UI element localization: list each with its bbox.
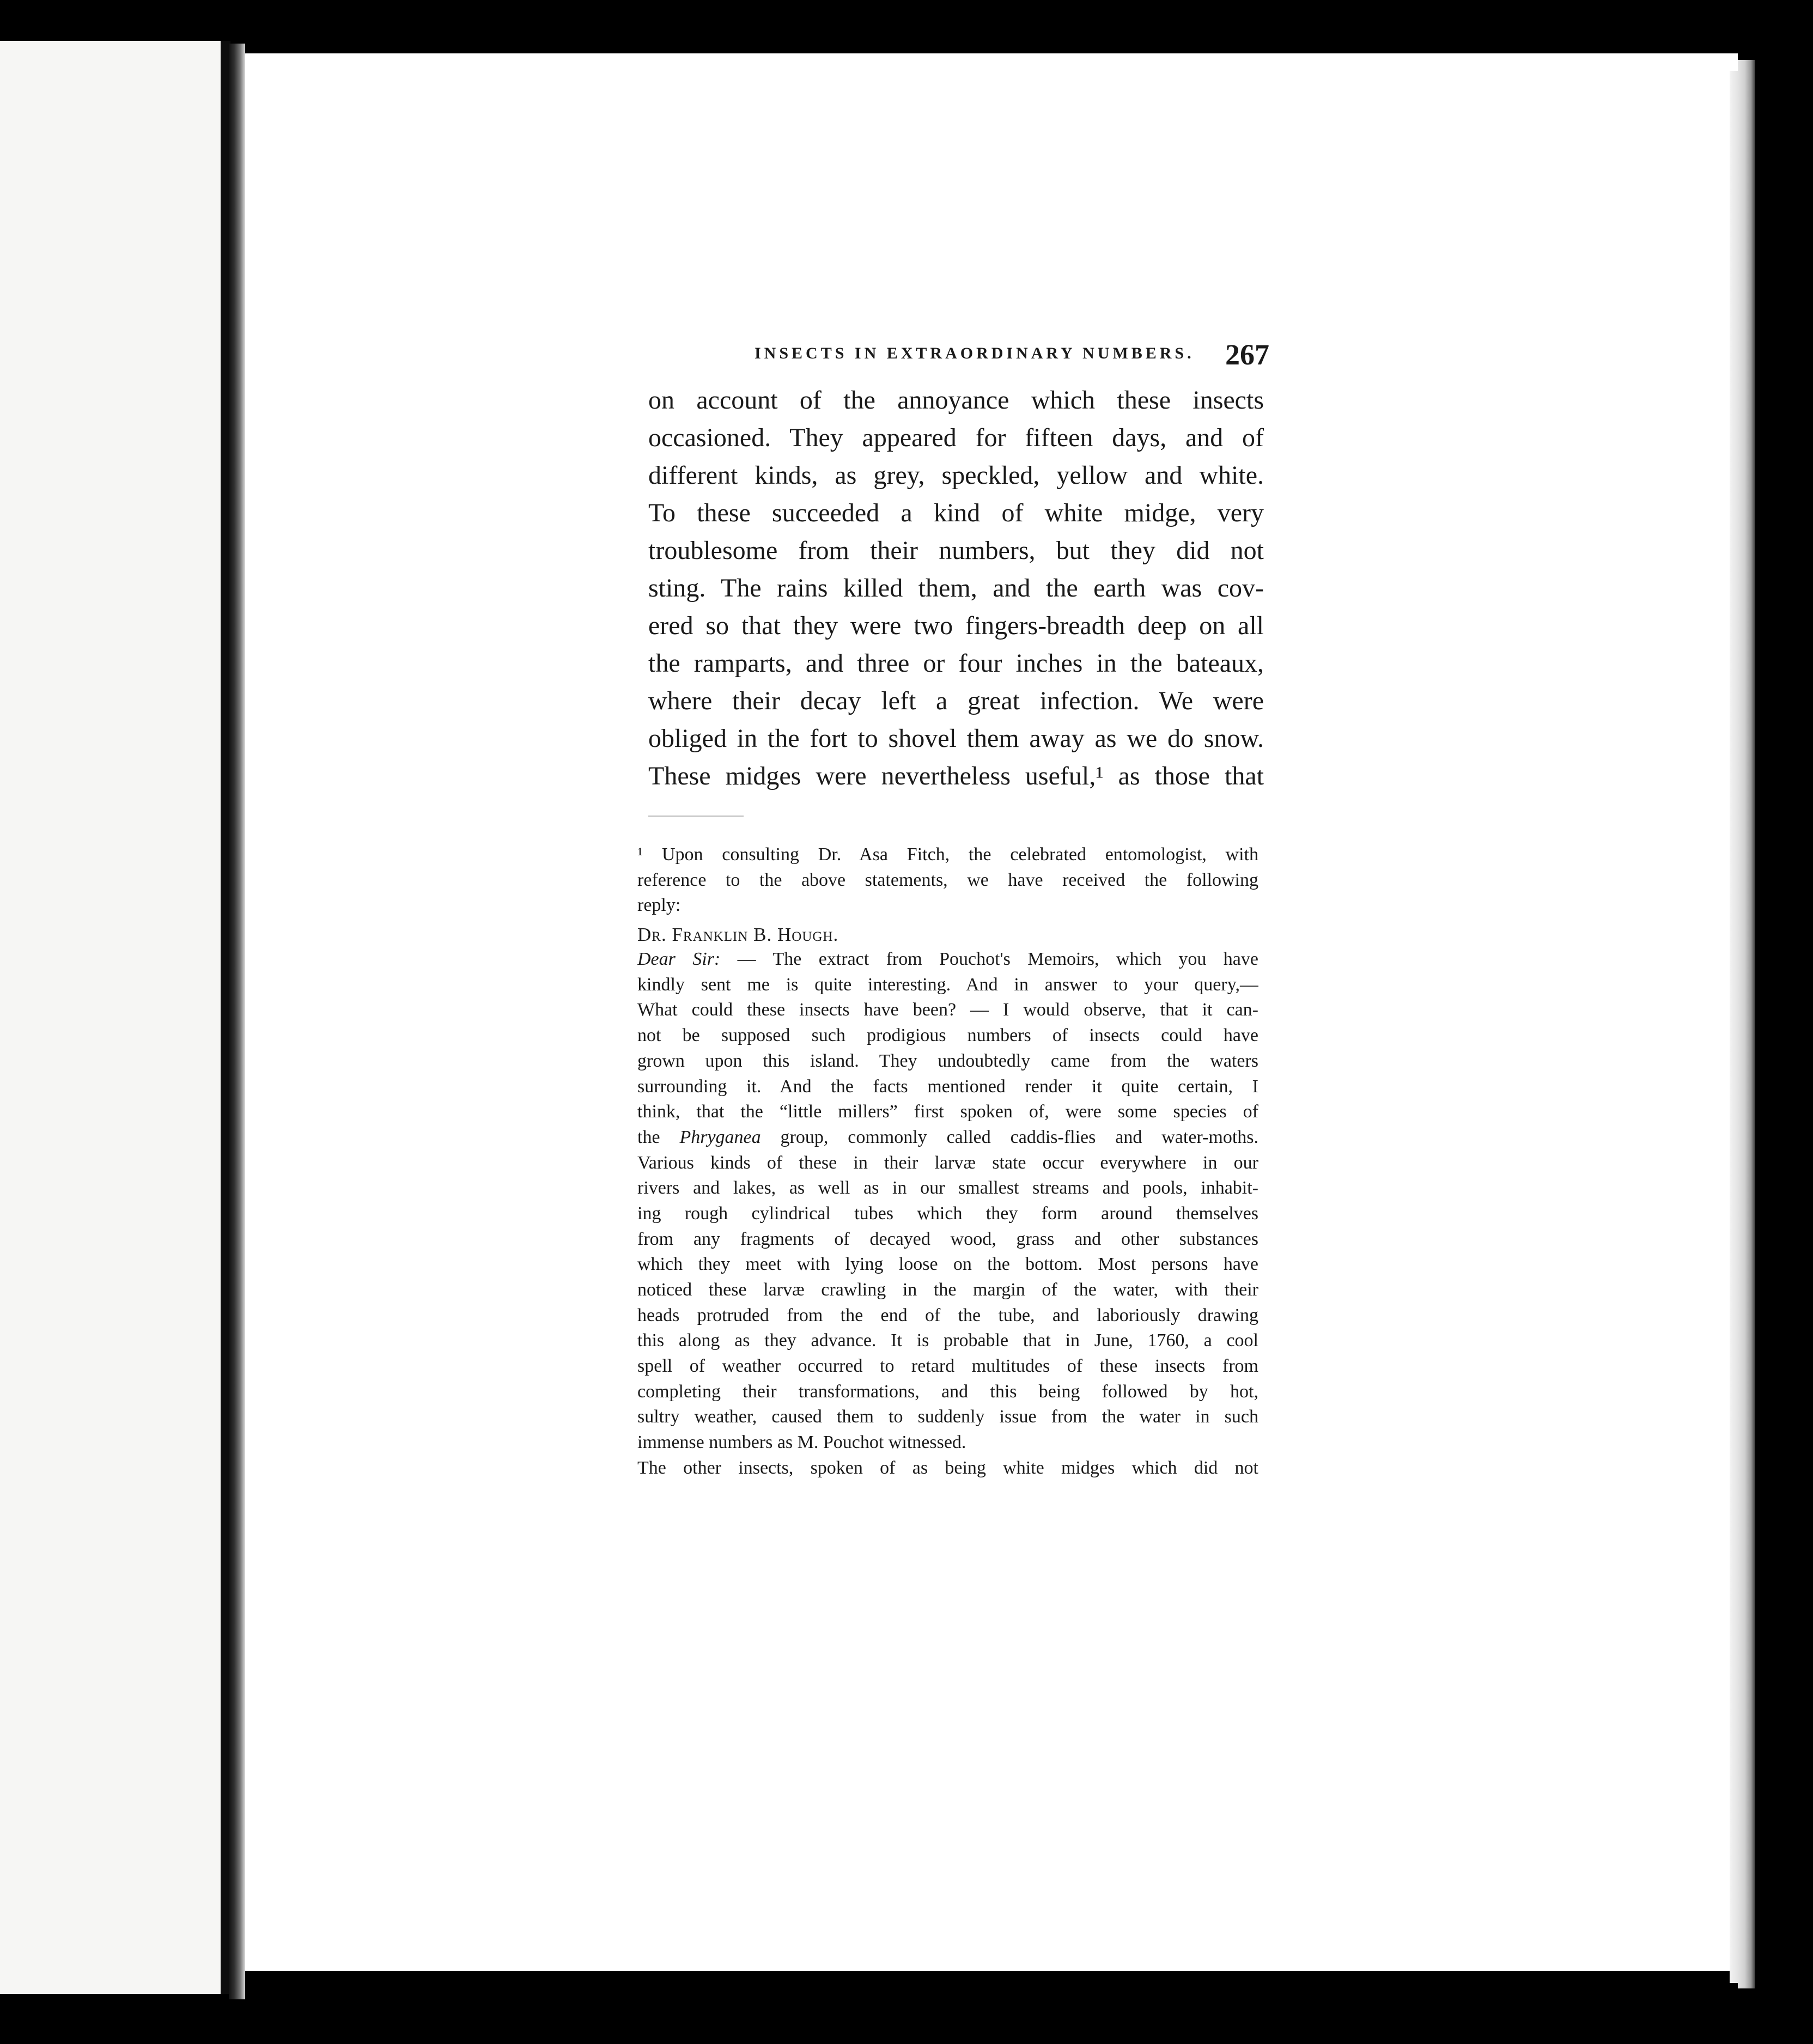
body-line: sting. The rains killed them, and the earth was cov- <box>648 574 1264 603</box>
letter-line-text: — The extract from Pouchot's Memoirs, which you have <box>720 949 1258 970</box>
letter-line: Various kinds of these in their larvæ state occur everywhere in our <box>637 1152 1258 1173</box>
letter-line: ing rough cylindrical tubes which they form around themselves <box>637 1203 1258 1224</box>
body-line: on account of the annoyance which these insects <box>648 386 1264 415</box>
footnote-line: reply: <box>637 895 681 916</box>
letter-line: kindly sent me is quite interesting. And in answer to your query,— <box>637 974 1258 995</box>
body-line: different kinds, as grey, speckled, yellow and white. <box>648 461 1264 490</box>
binding-gutter <box>229 44 245 1999</box>
letter-line: grown upon this island. They undoubtedly came from the waters <box>637 1050 1258 1071</box>
footnote-line: reference to the above statements, we have received the following <box>637 869 1258 890</box>
letter-line: from any fragments of decayed wood, grass and other substances <box>637 1228 1258 1249</box>
genus-name: Phryganea <box>679 1127 761 1147</box>
letter-line: this along as they advance. It is probable that in June, 1760, a cool <box>637 1330 1258 1351</box>
page-header <box>755 338 1269 374</box>
body-line: These midges were nevertheless useful,¹ as those that <box>648 762 1264 790</box>
letter-line: think, that the “little millers” first spoken of, were some species of <box>637 1102 1258 1122</box>
body-line: ered so that they were two fingers-breadth deep on all <box>648 611 1264 640</box>
letter-line: noticed these larvæ crawling in the margin of the water, with their <box>637 1280 1258 1300</box>
letter-line-text: group, commonly called caddis-flies and water-moths. <box>780 1127 1258 1147</box>
letter-line <box>637 1125 1258 1151</box>
facing-left-page <box>0 41 223 1994</box>
page-edge <box>1738 60 1755 1988</box>
letter-line-prefix: the <box>637 1127 680 1147</box>
footnote-rule <box>648 816 744 817</box>
letter-line <box>637 947 1258 972</box>
letter-line: What could these insects have been? — I would observe, that it can- <box>637 1000 1258 1020</box>
footnote-line: ¹ Upon consulting Dr. Asa Fitch, the celebrated entomologist, with <box>637 844 1258 865</box>
letter-line: rivers and lakes, as well as in our smallest streams and pools, inhabit- <box>637 1178 1258 1199</box>
body-line: To these succeeded a kind of white midge, very <box>648 498 1264 527</box>
letter-line: immense numbers as M. Pouchot witnessed. <box>637 1432 966 1453</box>
body-text <box>648 381 1264 795</box>
letter-salutation: Dr. Franklin B. Hough. <box>637 924 839 946</box>
body-line: troublesome from their numbers, but they did not <box>648 536 1264 565</box>
letter-line: heads protruded from the end of the tube, and laboriously drawing <box>637 1305 1258 1325</box>
page-number: 267 <box>1225 338 1269 371</box>
letter-line: not be supposed such prodigious numbers of insects could have <box>637 1025 1258 1046</box>
footnote <box>637 842 1258 1481</box>
running-head: INSECTS IN EXTRAORDINARY NUMBERS. <box>755 344 1195 362</box>
letter-line: surrounding it. And the facts mentioned render it quite certain, I <box>637 1076 1258 1097</box>
letter-line: The other insects, spoken of as being white midges which did not <box>637 1457 1258 1478</box>
body-line: occasioned. They appeared for fifteen days, and of <box>648 423 1264 452</box>
letter-line: spell of weather occurred to retard multitudes of these insects from <box>637 1356 1258 1377</box>
body-line: the ramparts, and three or four inches in the bateaux, <box>648 649 1264 678</box>
letter-line: which they meet with lying loose on the bottom. Most persons have <box>637 1254 1258 1275</box>
letter-greeting: Dear Sir: <box>637 949 721 970</box>
letter-line: completing their transformations, and this being followed by hot, <box>637 1381 1258 1402</box>
letter-line: sultry weather, caused them to suddenly issue from the water in such <box>637 1407 1258 1427</box>
body-line: where their decay left a great infection. We were <box>648 686 1264 715</box>
body-line: obliged in the fort to shovel them away as we do snow. <box>648 724 1264 753</box>
